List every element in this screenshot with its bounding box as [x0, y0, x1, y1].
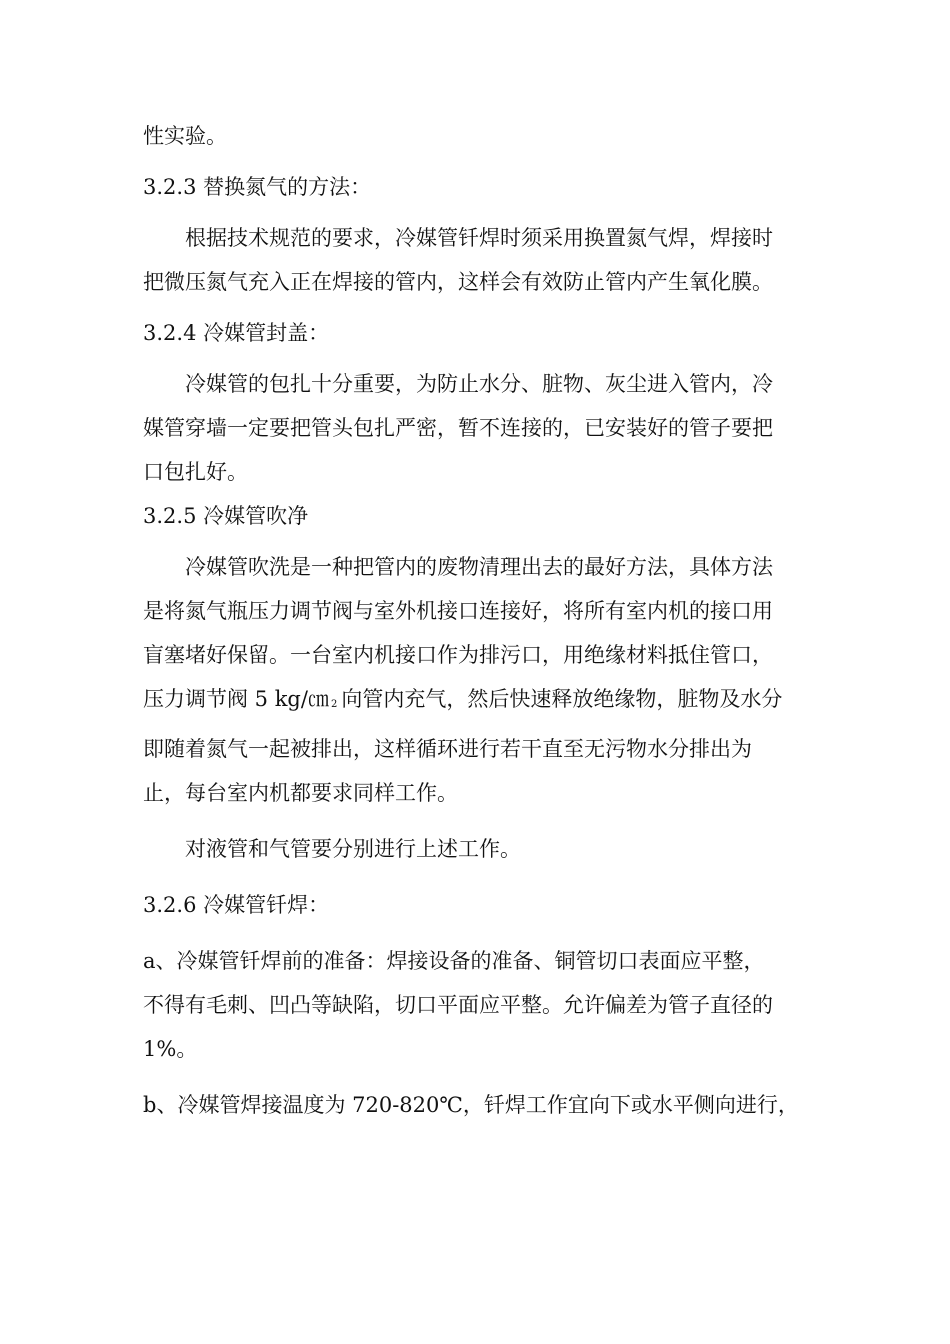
- list-item-a-line: 1%。: [143, 1037, 198, 1061]
- pressure-text-pre: 压力调节阀 5 kg/㎝: [143, 687, 329, 711]
- pressure-text-post: 向管内充气，然后快速释放绝缘物，脏物及水分: [341, 687, 783, 711]
- document-body: [143, 114, 808, 1127]
- paragraph-line: 是将氮气瓶压力调节阀与室外机接口连接好，将所有室内机的接口用: [143, 599, 773, 623]
- paragraph-line: 冷媒管吹洗是一种把管内的废物清理出去的最好方法，具体方法: [185, 555, 773, 579]
- list-item-a-line: 不得有毛刺、凹凸等缺陷，切口平面应平整。允许偏差为管子直径的: [143, 993, 773, 1017]
- section-heading-3-2-6: 3.2.6 冷媒管钎焊：: [143, 893, 330, 917]
- paragraph-line: 口包扎好。: [143, 460, 248, 484]
- paragraph-line-pressure: [143, 677, 808, 727]
- section-heading-3-2-3: 3.2.3 替换氮气的方法：: [143, 175, 372, 199]
- paragraph-line: 媒管穿墙一定要把管头包扎严密，暂不连接的，已安装好的管子要把: [143, 416, 773, 440]
- paragraph-line: 把微压氮气充入正在焊接的管内，这样会有效防止管内产生氧化膜。: [143, 270, 773, 294]
- list-item-b-line: b、冷媒管焊接温度为 720-820℃，钎焊工作宜向下或水平侧向进行，: [143, 1093, 799, 1117]
- list-item-a-line: a、冷媒管钎焊前的准备：焊接设备的准备、铜管切口表面应平整，: [143, 949, 765, 973]
- unit-subscript: 2: [330, 699, 338, 710]
- paragraph-line: 对液管和气管要分别进行上述工作。: [185, 837, 521, 861]
- paragraph-line: 即随着氮气一起被排出，这样循环进行若干直至无污物水分排出为: [143, 737, 752, 761]
- paragraph-line: 盲塞堵好保留。一台室内机接口作为排污口，用绝缘材料抵住管口，: [143, 643, 773, 667]
- paragraph-line: 性实验。: [143, 124, 227, 148]
- paragraph-line: 冷媒管的包扎十分重要，为防止水分、脏物、灰尘进入管内，冷: [185, 372, 773, 396]
- section-heading-3-2-4: 3.2.4 冷媒管封盖：: [143, 321, 330, 345]
- section-heading-3-2-5: 3.2.5 冷媒管吹净: [143, 504, 309, 528]
- paragraph-line: 根据技术规范的要求，冷媒管钎焊时须采用换置氮气焊，焊接时: [185, 226, 773, 250]
- paragraph-line: 止，每台室内机都要求同样工作。: [143, 781, 458, 805]
